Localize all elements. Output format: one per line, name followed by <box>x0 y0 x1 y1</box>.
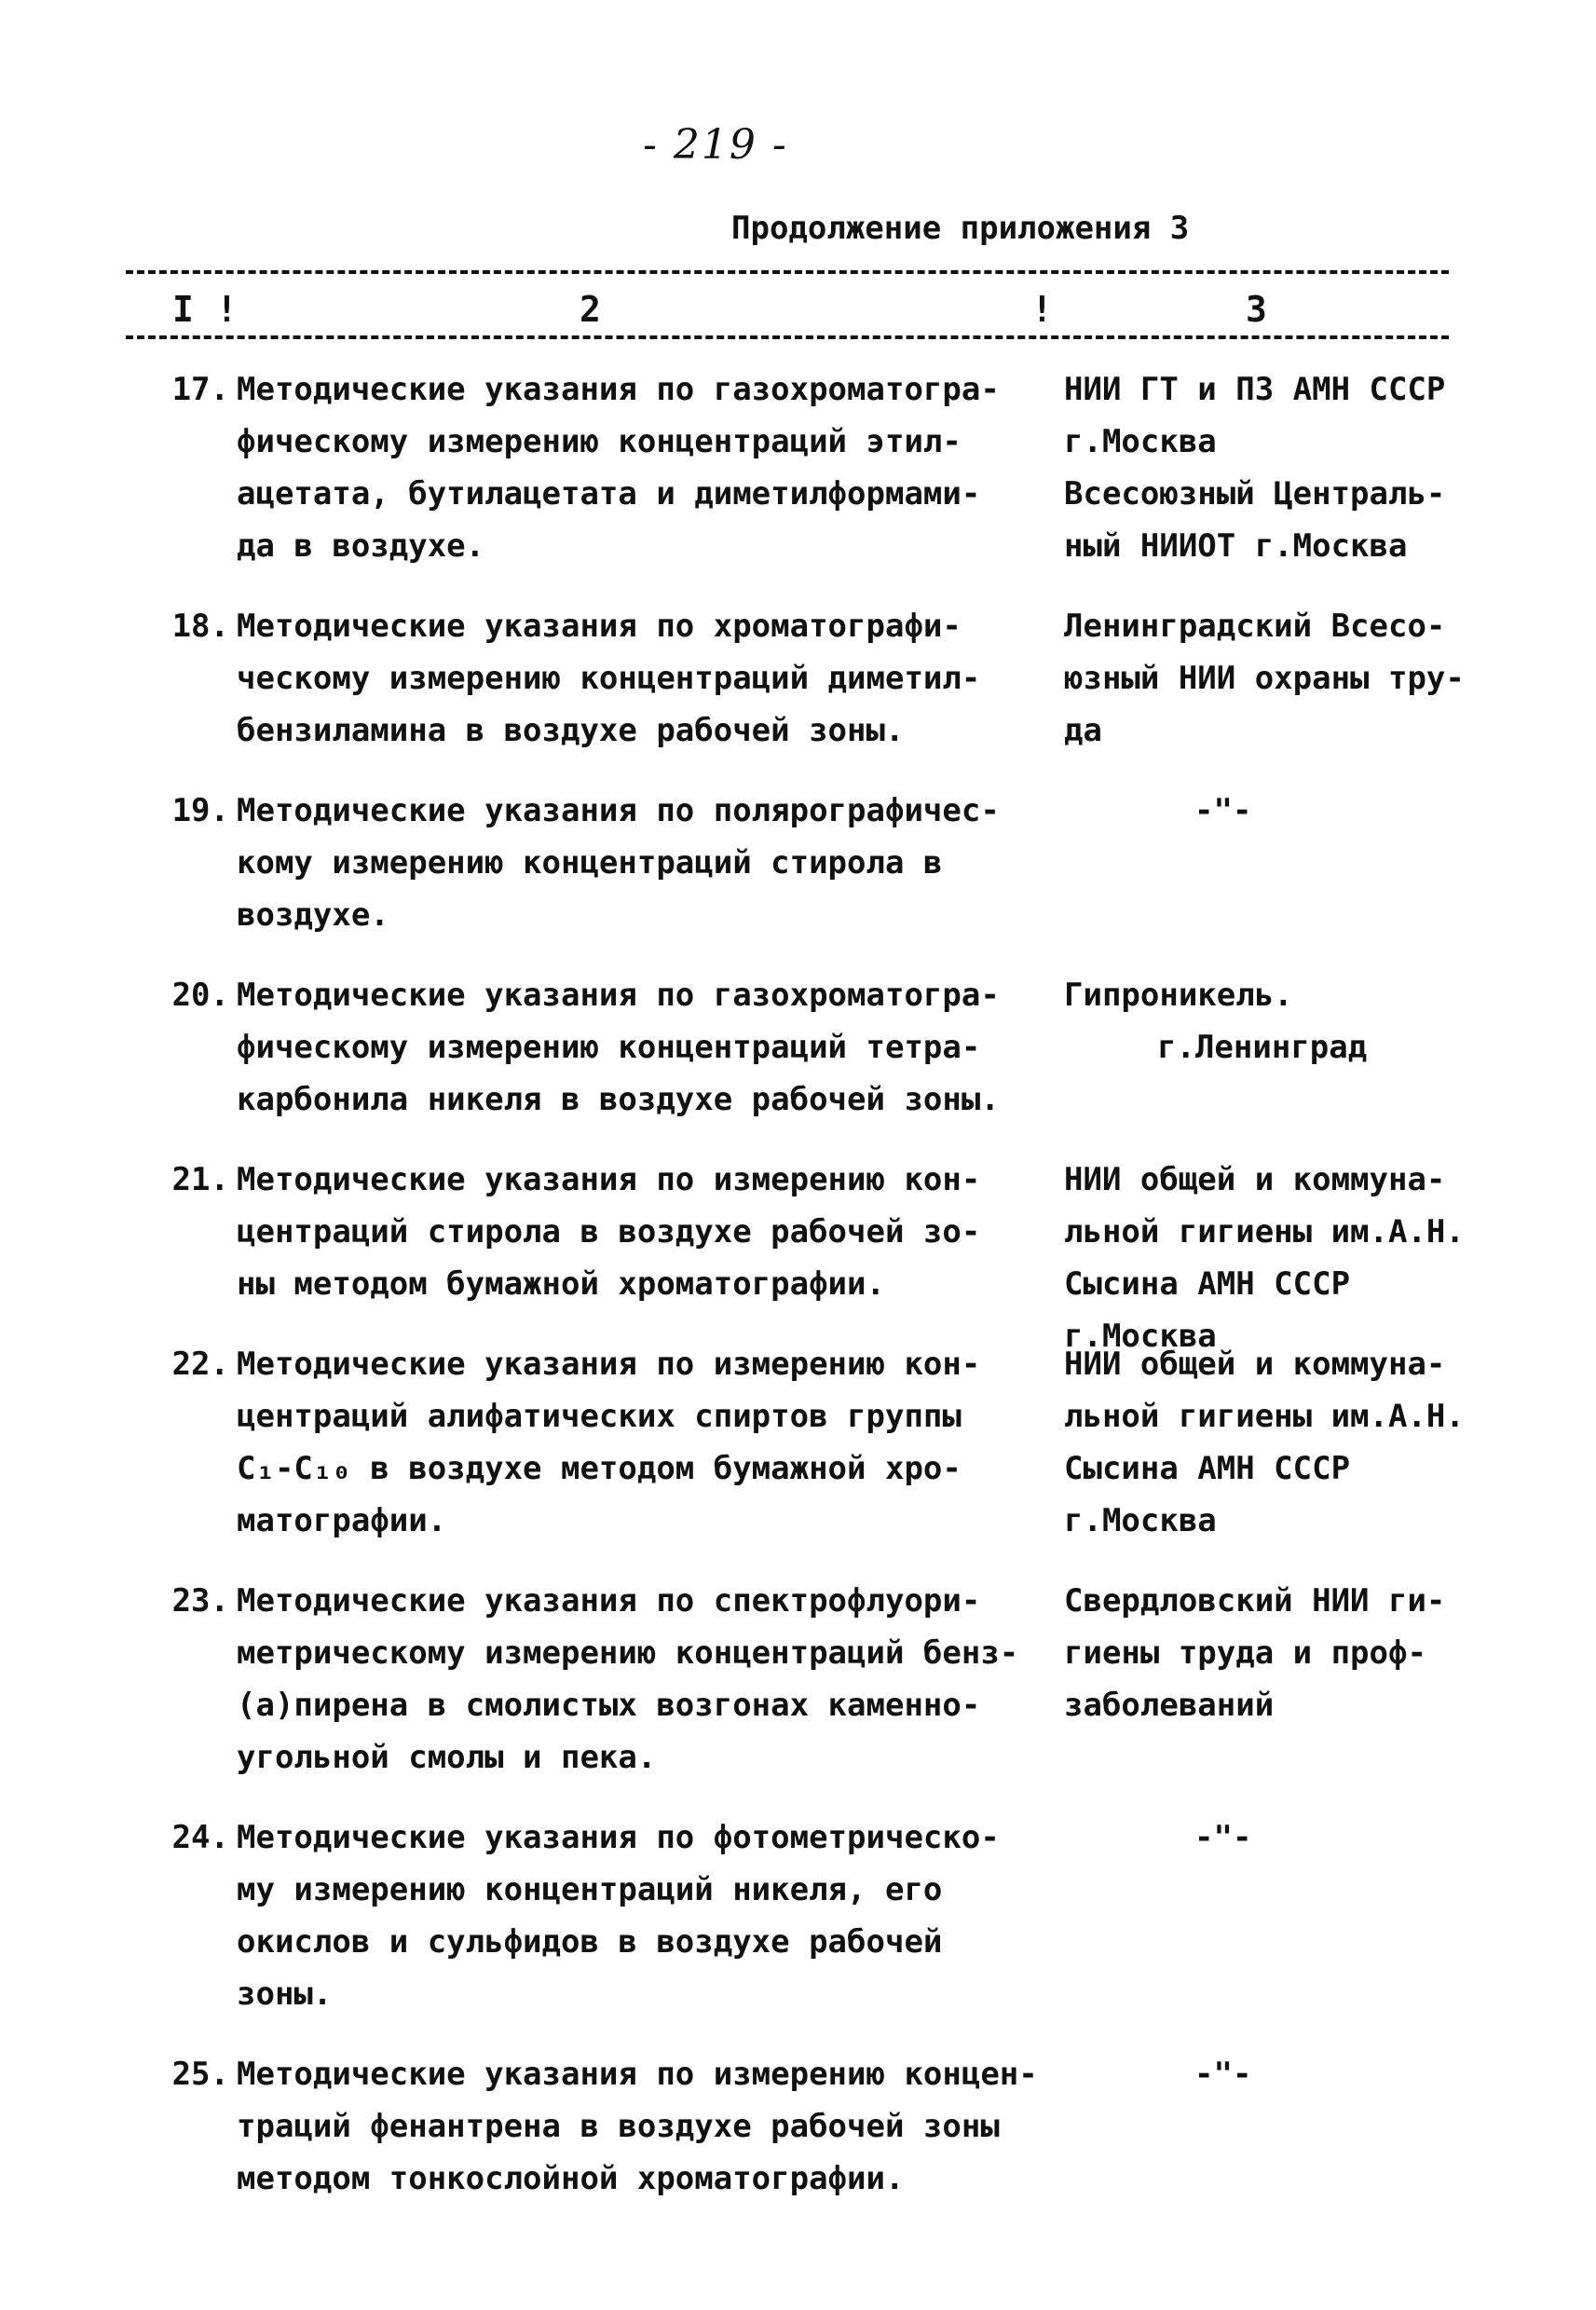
ditto-mark: -"- <box>1194 2056 1252 2093</box>
item-organization <box>1064 1811 1502 1864</box>
description-line: Методические указания по хроматографи- <box>237 608 962 645</box>
list-item <box>0 1154 1596 1355</box>
organization-line: льной гигиены им.А.Н. <box>1064 1213 1465 1251</box>
ditto-mark: -"- <box>1194 792 1252 829</box>
description-line: Методические указания по измерению концен- <box>237 2056 1038 2093</box>
list-item <box>0 1811 1596 2020</box>
organization-line: Гипроникель. <box>1064 977 1293 1014</box>
description-line: ческому измерению концентраций диметил- <box>237 660 981 697</box>
item-number: 24. <box>171 1819 229 1856</box>
list-item <box>0 969 1596 1126</box>
description-line: фическому измерению концентраций этил- <box>237 423 962 460</box>
description-line: центраций алифатических спиртов группы <box>237 1398 962 1435</box>
list-item <box>0 2048 1596 2205</box>
description-line: Методические указания по фотометрическо- <box>237 1819 1000 1856</box>
organization-line: заболеваний <box>1064 1687 1275 1724</box>
description-line: угольной смолы и пека. <box>237 1739 657 1776</box>
description-line: Методические указания по измерению кон- <box>237 1346 981 1383</box>
organization-line: ный НИИОТ г.Москва <box>1064 527 1408 565</box>
item-organization <box>1064 2048 1502 2100</box>
item-number: 25. <box>171 2056 229 2093</box>
item-organization <box>1064 1338 1502 1547</box>
description-line: C₁-C₁₀ в воздухе методом бумажной хро- <box>237 1450 962 1487</box>
organization-line: НИИ общей и коммуна- <box>1064 1346 1446 1383</box>
header-rule <box>126 335 1449 339</box>
organization-line: г.Ленинград <box>1157 1029 1368 1066</box>
organization-line: г.Москва <box>1064 1318 1217 1355</box>
description-line: воздухе. <box>237 896 389 934</box>
description-line: фическому измерению концентраций тетра- <box>237 1029 981 1066</box>
list-item <box>0 363 1596 572</box>
organization-line: Сысина АМН СССР <box>1064 1265 1351 1303</box>
description-line: траций фенантрена в воздухе рабочей зоны <box>237 2108 1000 2145</box>
organization-line: Всесоюзный Централь- <box>1064 475 1446 513</box>
item-organization <box>1064 363 1502 572</box>
list-item <box>0 600 1596 757</box>
description-line: центраций стирола в воздухе рабочей зо- <box>237 1213 981 1251</box>
organization-line: НИИ ГТ и ПЗ АМН СССР <box>1064 371 1446 408</box>
description-line: окислов и сульфидов в воздухе рабочей <box>237 1923 943 1961</box>
page-number: - 219 - <box>643 121 788 169</box>
item-number: 22. <box>171 1346 229 1383</box>
description-line: му измерению концентраций никеля, его <box>237 1871 943 1908</box>
item-organization <box>1064 785 1502 837</box>
organization-line: НИИ общей и коммуна- <box>1064 1161 1446 1198</box>
item-description <box>237 969 1057 1126</box>
description-line: Методические указания по полярографичес- <box>237 792 1000 829</box>
description-line: Методические указания по измерению кон- <box>237 1161 981 1198</box>
item-description <box>237 1575 1057 1784</box>
description-line: методом тонкослойной хроматографии. <box>237 2160 905 2197</box>
item-organization <box>1064 1575 1502 1731</box>
organization-line: гиены труда и проф- <box>1064 1634 1426 1672</box>
item-organization <box>1064 969 1502 1073</box>
description-line: Методические указания по спектрофлуори- <box>237 1582 981 1620</box>
description-line: карбонила никеля в воздухе рабочей зоны. <box>237 1081 1000 1118</box>
item-description <box>237 600 1057 757</box>
organization-line: да <box>1064 712 1102 749</box>
item-number: 21. <box>171 1161 229 1198</box>
organization-line: льной гигиены им.А.Н. <box>1064 1398 1465 1435</box>
description-line: ацетата, бутилацетата и диметилформами- <box>237 475 981 513</box>
description-line: ны методом бумажной хроматографии. <box>237 1265 885 1303</box>
description-line: (а)пирена в смолистых возгонах каменно- <box>237 1687 981 1724</box>
item-description <box>237 1338 1057 1547</box>
description-line: матографии. <box>237 1502 447 1539</box>
organization-line: юзный НИИ охраны тру- <box>1064 660 1465 697</box>
item-description <box>237 363 1057 572</box>
column-separator-2: ! <box>1031 289 1053 330</box>
description-line: зоны. <box>237 1975 333 2013</box>
entries-list <box>0 363 1596 2233</box>
column-header-3: 3 <box>1246 289 1267 330</box>
organization-line: г.Москва <box>1064 1502 1217 1539</box>
list-item <box>0 785 1596 941</box>
item-organization <box>1064 1154 1502 1362</box>
item-number: 17. <box>171 371 229 408</box>
item-description <box>237 785 1057 941</box>
list-item <box>0 1575 1596 1784</box>
organization-line: Сысина АМН СССР <box>1064 1450 1351 1487</box>
organization-line: г.Москва <box>1064 423 1217 460</box>
ditto-mark: -"- <box>1194 1819 1252 1856</box>
item-description <box>237 1154 1057 1310</box>
item-number: 23. <box>171 1582 229 1620</box>
description-line: Методические указания по газохроматогра- <box>237 977 1000 1014</box>
item-number: 19. <box>171 792 229 829</box>
item-description <box>237 2048 1057 2205</box>
column-header-2: 2 <box>580 289 601 330</box>
top-rule <box>126 270 1449 274</box>
description-line: да в воздухе. <box>237 527 485 565</box>
column-header-1: I <box>172 289 194 330</box>
description-line: Методические указания по газохроматогра- <box>237 371 1000 408</box>
appendix-caption: Продолжение приложения 3 <box>731 210 1190 247</box>
item-number: 18. <box>171 608 229 645</box>
description-line: бензиламина в воздухе рабочей зоны. <box>237 712 905 749</box>
organization-line: Ленинградский Всесо- <box>1064 608 1446 645</box>
column-headers <box>0 289 1596 335</box>
list-item <box>0 1338 1596 1547</box>
organization-line: Свердловский НИИ ги- <box>1064 1582 1446 1620</box>
item-description <box>237 1811 1057 2020</box>
description-line: кому измерению концентраций стирола в <box>237 844 943 882</box>
item-number: 20. <box>171 977 229 1014</box>
description-line: метрическому измерению концентраций бенз- <box>237 1634 1019 1672</box>
column-separator-1: ! <box>216 289 238 330</box>
item-organization <box>1064 600 1502 757</box>
